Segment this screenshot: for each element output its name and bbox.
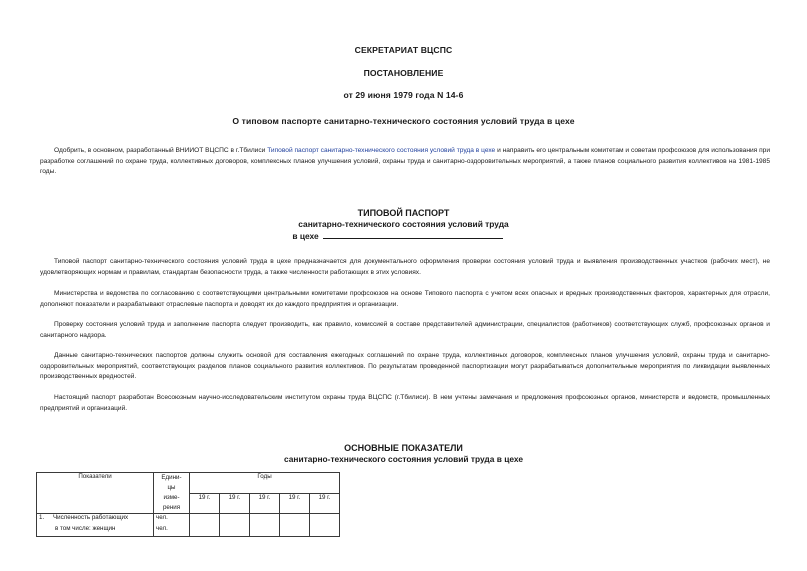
intro-text-1: Одобрить, в основном, разработанный ВНИИОТ ВЦСПС в г.Тбилиси xyxy=(54,147,268,154)
intro-text-2: и направить его центральным комитетам и советам профсоюзов для использования при разработке соглашений по охране труда, коллективных договоров, комплексных планов улучшения условий, охраны труда и санитарно-оздоровительных мероприятий, а также планов социального развития коллективов на 1981-1985 годы. xyxy=(40,147,770,176)
table-row xyxy=(37,525,340,537)
row-unit: чел. xyxy=(154,514,190,526)
indicators-table xyxy=(36,472,340,537)
intro-paragraph xyxy=(40,146,770,178)
table-row xyxy=(37,514,340,526)
year-cell: 19 г. xyxy=(310,493,340,514)
passport-shop-line xyxy=(0,230,801,241)
row-unit: чел. xyxy=(154,525,190,537)
indicators-subtitle: санитарно-технического состояния условий труда в цехе xyxy=(283,454,524,464)
year-cell: 19 г. xyxy=(190,493,220,514)
row-label: Численность работающих xyxy=(53,514,129,521)
doc-type-heading: ПОСТАНОВЛЕНИЕ xyxy=(363,68,444,78)
shop-blank-line xyxy=(323,230,503,239)
col-header-years: Годы xyxy=(190,473,340,494)
row-label: в том числе: женщин xyxy=(55,525,116,532)
passport-subtitle: санитарно-технического состояния условий труда xyxy=(298,219,509,229)
indicators-title: ОСНОВНЫЕ ПОКАЗАТЕЛИ xyxy=(344,443,463,453)
year-cell: 19 г. xyxy=(250,493,280,514)
col-header-unit: Едини- цы изме- рения xyxy=(154,473,190,514)
paragraph-5: Настоящий паспорт разработан Всесоюзным научно-исследовательским институтом охраны труда ВЦСПС (г.Тбилиси). В нем учтены замечания и предложения профсоюзных органов, министерств и ведомств, промышленных предприятий и организаций. xyxy=(40,394,770,412)
paragraph-2: Министерства и ведомства по согласованию с соответствующими центральными комитетами профсоюзов на основе Типового паспорта с учетом всех опасных и вредных производственных факторов, характерных для отрасли, дополняют показатели и разрабатывают отраслевые паспорта и доводят их до каждого предприятия и организации. xyxy=(40,290,770,308)
col-header-indicator: Показатели xyxy=(37,473,154,514)
row-label-cell xyxy=(37,525,154,537)
row-number: 1. xyxy=(39,514,45,521)
year-cell: 19 г. xyxy=(280,493,310,514)
paragraph-3: Проверку состояния условий труда и заполнение паспорта следует производить, как правило, комиссией в составе представителей администрации, специалистов (работников) соответствующих служб, профсоюзных органов и санитарного надзора. xyxy=(40,321,770,339)
paragraph-1: Типовой паспорт санитарно-технического состояния условий труда в цехе предназначается для документального оформления проверки состояния условий труда и выявления производственных участков (рабочих мест), не удовлетворяющих нормам и правилам, стандартам безопасности труда, а также численности работающих в этих условиях. xyxy=(40,258,770,276)
row-label-cell xyxy=(37,514,154,526)
passport-title: ТИПОВОЙ ПАСПОРТ xyxy=(357,208,450,218)
org-heading: СЕКРЕТАРИАТ ВЦСПС xyxy=(354,45,453,55)
year-cell: 19 г. xyxy=(220,493,250,514)
shop-label: в цехе xyxy=(292,231,319,241)
paragraph-4: Данные санитарно-технических паспортов должны служить основой для составления ежегодных соглашений по охране труда, коллективных договоров, комплексных планов улучшения условий, охраны труда и санитарно-оздоровительных мероприятий, соответствующих разделов планов социального развития коллективов. По результатам проведенной паспортизации могут разрабатываться дополнительные мероприятия по ликвидации выявленных производственных вредностей. xyxy=(40,352,770,381)
doc-date: от 29 июня 1979 года N 14-6 xyxy=(343,90,464,100)
passport-link[interactable]: Типовой паспорт санитарно-технического состояния условий труда в цехе xyxy=(267,147,496,154)
doc-subject: О типовом паспорте санитарно-технического состояния условий труда в цехе xyxy=(232,116,575,126)
